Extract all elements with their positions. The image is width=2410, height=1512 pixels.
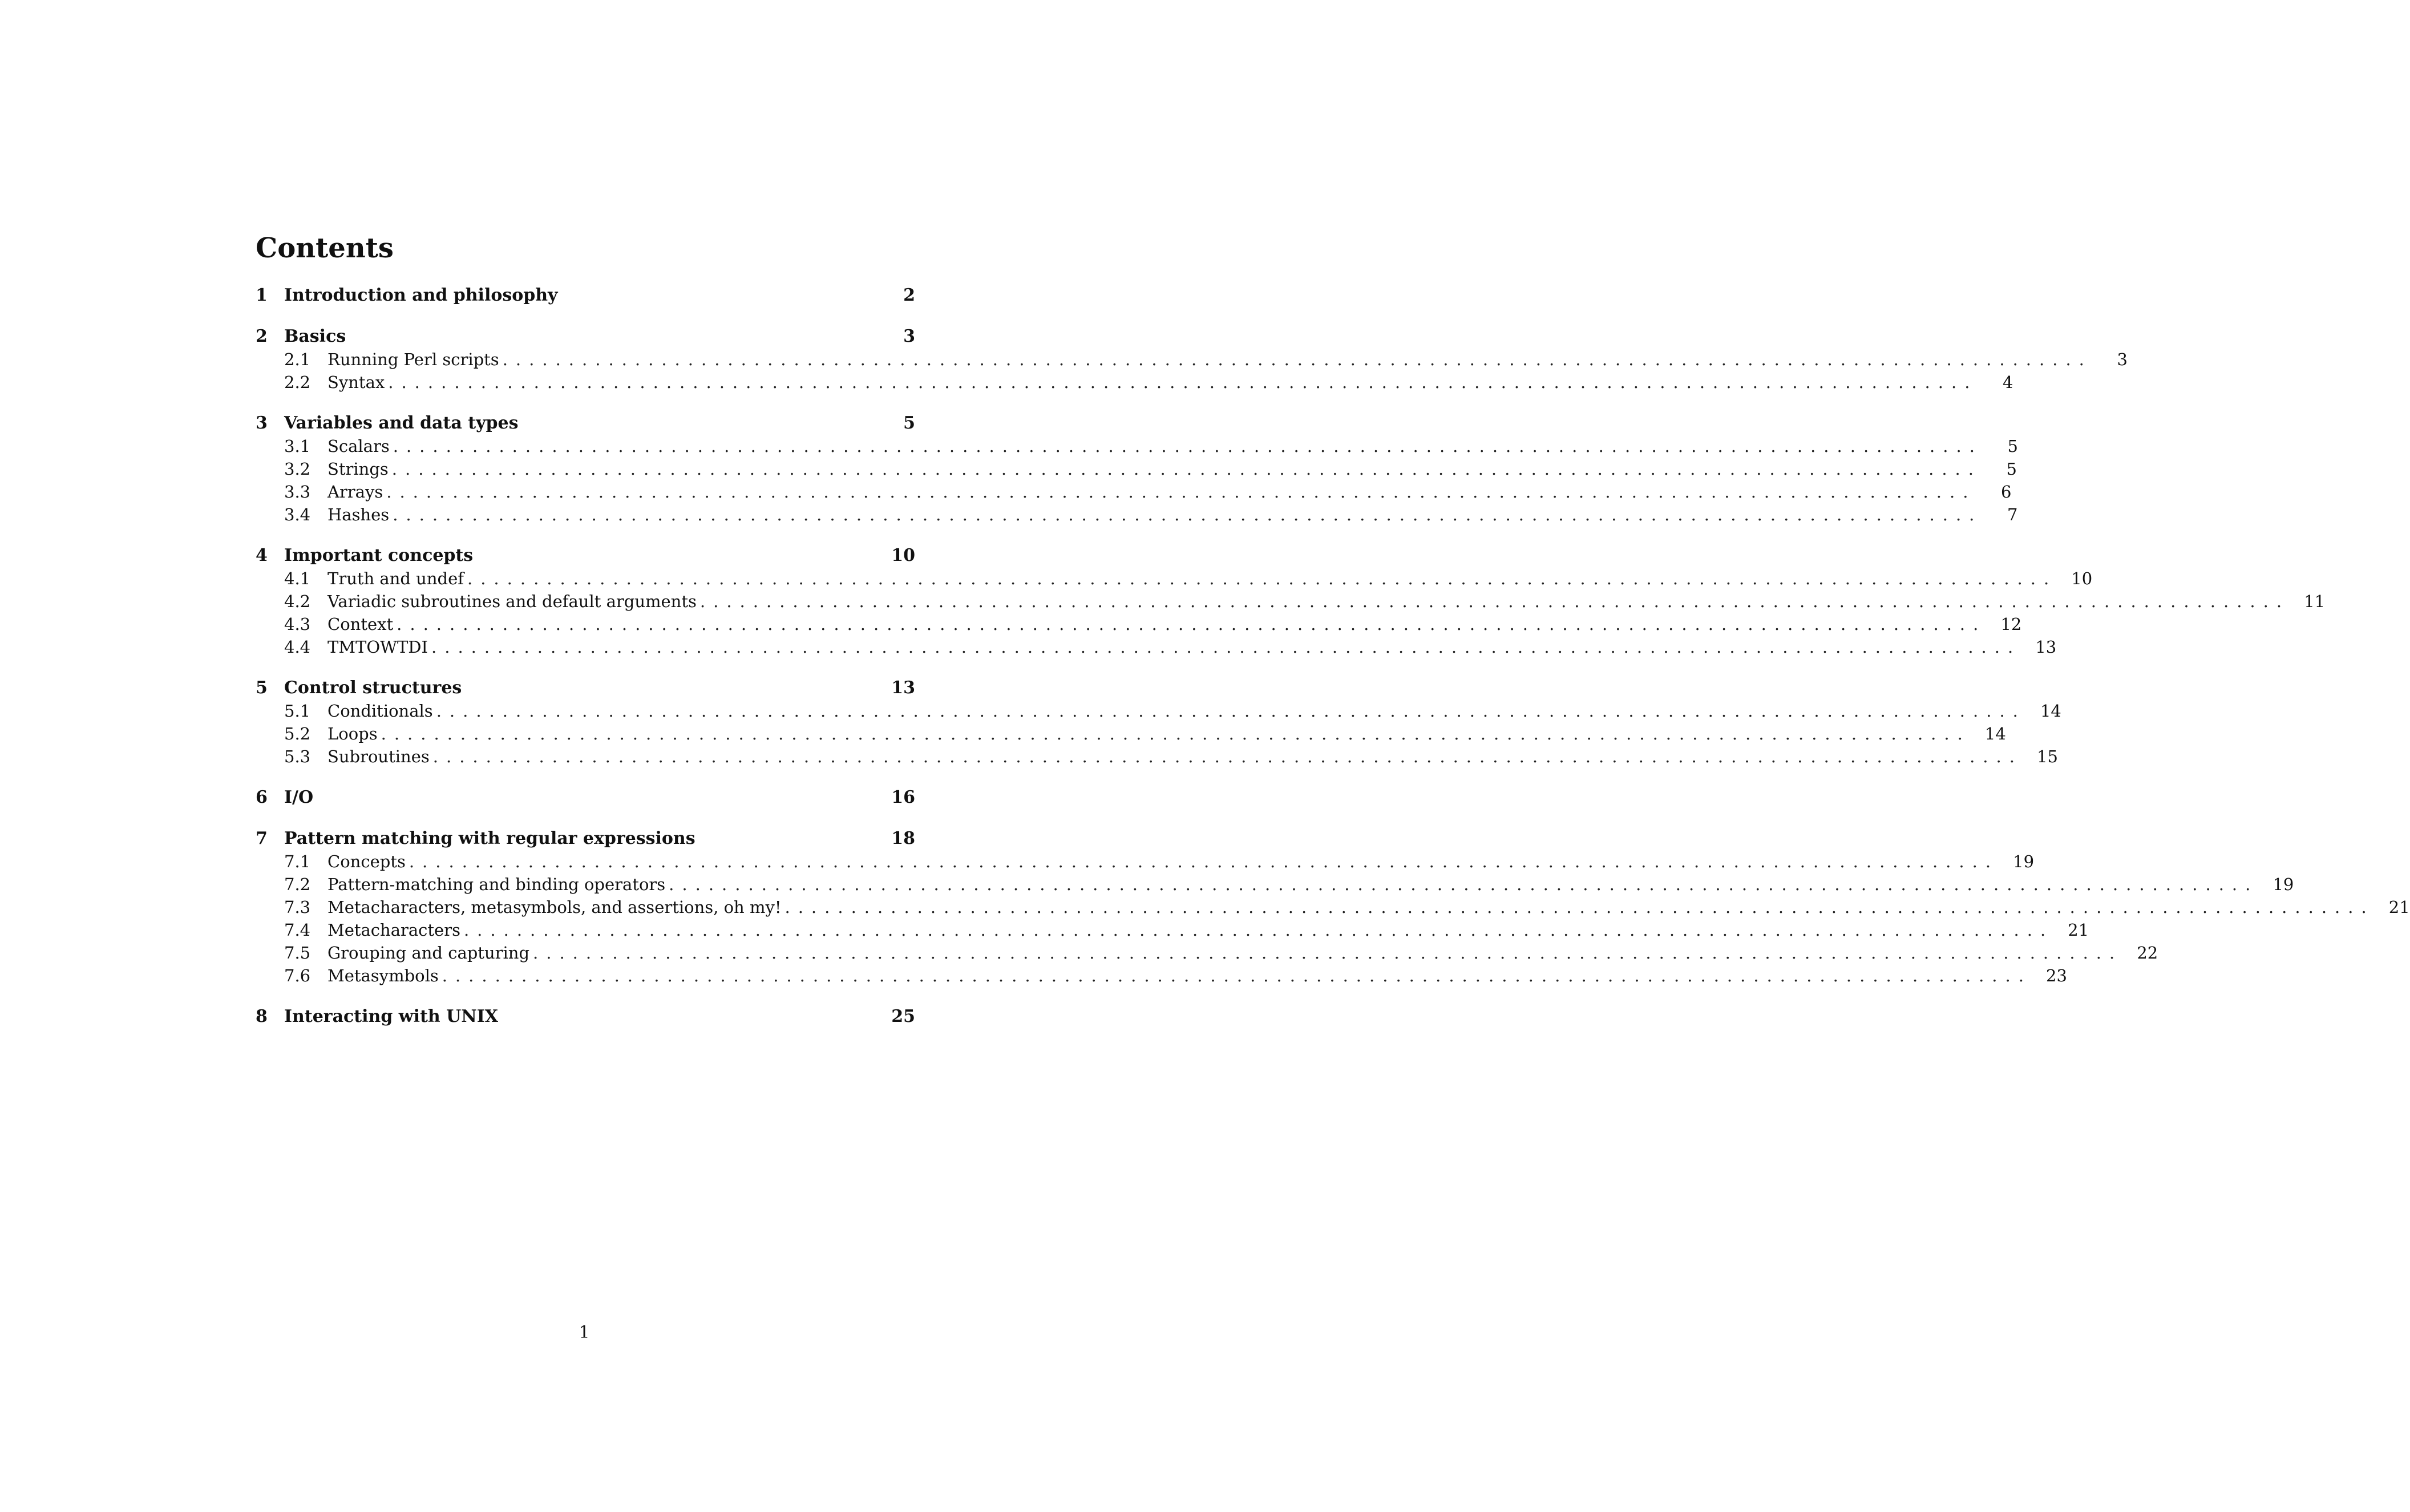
subsection-number: 7.4 xyxy=(284,920,311,940)
subsection-page-number: 14 xyxy=(1984,724,2006,743)
dot-leader: ........................................................................................................................ xyxy=(397,614,1987,634)
section-number: 6 xyxy=(256,787,268,807)
dot-leader: ........................................................................................................................ xyxy=(785,898,2375,917)
toc-subsection-entry[interactable] xyxy=(256,458,2017,480)
dot-leader: ........................................................................................................................ xyxy=(393,436,1983,456)
toc-subsection-entry[interactable] xyxy=(256,567,2093,590)
table-of-contents xyxy=(256,228,2410,1046)
toc-section xyxy=(256,786,915,809)
section-page-number: 5 xyxy=(903,413,915,433)
toc-section-list xyxy=(256,284,2410,1028)
section-title: Control structures xyxy=(284,678,462,698)
toc-subsection-entry[interactable] xyxy=(256,700,2061,722)
section-page-number: 13 xyxy=(891,678,915,698)
section-page-number: 25 xyxy=(891,1006,915,1026)
subsection-list xyxy=(256,700,2061,768)
toc-section xyxy=(256,325,2128,394)
subsection-number: 4.2 xyxy=(284,592,311,611)
toc-section-heading[interactable] xyxy=(256,544,915,567)
toc-section xyxy=(256,677,2061,768)
subsection-title: Hashes xyxy=(327,505,390,524)
dot-leader: ........................................................................................................................ xyxy=(467,569,2057,588)
subsection-number: 7.3 xyxy=(284,898,311,917)
dot-leader: ........................................................................................................................ xyxy=(386,482,1976,502)
section-page-number: 10 xyxy=(891,545,915,565)
subsection-number: 7.2 xyxy=(284,875,311,894)
toc-subsection-entry[interactable] xyxy=(256,919,2089,941)
toc-subsection-entry[interactable] xyxy=(256,722,2006,745)
subsection-list xyxy=(256,567,2326,658)
toc-subsection-entry[interactable] xyxy=(256,896,2410,919)
toc-subsection-entry[interactable] xyxy=(256,873,2294,896)
page-number: 1 xyxy=(579,1323,590,1343)
section-title: Introduction and philosophy xyxy=(284,285,558,305)
toc-subsection-entry[interactable] xyxy=(256,613,2022,636)
subsection-page-number: 5 xyxy=(2006,459,2017,479)
section-page-number: 16 xyxy=(891,787,915,807)
section-number: 7 xyxy=(256,828,268,848)
section-number: 3 xyxy=(256,413,268,433)
toc-section xyxy=(256,284,915,307)
subsection-title: Subroutines xyxy=(327,747,430,766)
subsection-page-number: 11 xyxy=(2304,592,2326,611)
section-number: 2 xyxy=(256,326,268,346)
subsection-number: 4.3 xyxy=(284,614,311,634)
dot-leader: ........................................................................................................................ xyxy=(442,966,2032,985)
toc-section-heading[interactable] xyxy=(256,677,915,700)
toc-section xyxy=(256,827,2410,987)
subsection-page-number: 22 xyxy=(2137,943,2158,963)
subsection-title: Metasymbols xyxy=(327,966,439,985)
section-page-number: 3 xyxy=(903,326,915,346)
subsection-title: Loops xyxy=(327,724,378,743)
toc-subsection-entry[interactable] xyxy=(256,850,2035,873)
subsection-title: Syntax xyxy=(327,373,385,392)
subsection-number: 7.5 xyxy=(284,943,311,963)
subsection-page-number: 6 xyxy=(2000,482,2012,502)
section-number: 5 xyxy=(256,678,268,698)
section-page-number: 18 xyxy=(891,828,915,848)
subsection-page-number: 23 xyxy=(2046,966,2067,985)
subsection-page-number: 15 xyxy=(2037,747,2058,766)
subsection-page-number: 14 xyxy=(2040,701,2061,721)
dot-leader: ........................................................................................................................ xyxy=(393,505,1983,524)
toc-subsection-entry[interactable] xyxy=(256,480,2012,503)
subsection-number: 3.1 xyxy=(284,436,311,456)
dot-leader: ........................................................................................................................ xyxy=(699,592,2290,611)
toc-section xyxy=(256,412,2018,526)
subsection-title: Variadic subroutines and default arguments xyxy=(327,592,697,611)
subsection-list xyxy=(256,348,2128,394)
dot-leader: ........................................................................................................................ xyxy=(391,459,1982,479)
section-page-number: 2 xyxy=(903,285,915,305)
subsection-page-number: 21 xyxy=(2388,898,2410,917)
toc-subsection-entry[interactable] xyxy=(256,636,2057,658)
subsection-page-number: 5 xyxy=(2007,436,2018,456)
subsection-number: 2.2 xyxy=(284,373,311,392)
toc-subsection-entry[interactable] xyxy=(256,348,2128,371)
subsection-page-number: 7 xyxy=(2007,505,2018,524)
subsection-page-number: 10 xyxy=(2071,569,2093,588)
subsection-number: 5.1 xyxy=(284,701,311,721)
toc-subsection-entry[interactable] xyxy=(256,435,2018,458)
toc-section-heading[interactable] xyxy=(256,412,915,435)
toc-subsection-entry[interactable] xyxy=(256,590,2326,613)
subsection-number: 7.1 xyxy=(284,852,311,871)
subsection-number: 2.1 xyxy=(284,350,311,369)
subsection-title: Strings xyxy=(327,459,389,479)
dot-leader: ........................................................................................................................ xyxy=(431,637,2021,657)
subsection-list xyxy=(256,850,2410,987)
section-number: 8 xyxy=(256,1006,268,1026)
subsection-title: Truth and undef xyxy=(327,569,464,588)
toc-section-heading[interactable] xyxy=(256,325,915,348)
dot-leader: ........................................................................................................................ xyxy=(381,724,1971,743)
toc-section-heading[interactable] xyxy=(256,827,915,850)
section-title: Pattern matching with regular expressions xyxy=(284,828,695,848)
subsection-number: 5.2 xyxy=(284,724,311,743)
subsection-title: Running Perl scripts xyxy=(327,350,499,369)
toc-section xyxy=(256,1005,915,1028)
subsection-page-number: 4 xyxy=(2002,373,2013,392)
dot-leader: ........................................................................................................................ xyxy=(432,747,2023,766)
toc-subsection-entry[interactable] xyxy=(256,964,2067,987)
toc-section-heading[interactable] xyxy=(256,786,915,809)
toc-title: Contents xyxy=(256,232,394,264)
subsection-number: 3.4 xyxy=(284,505,311,524)
subsection-title: Conditionals xyxy=(327,701,433,721)
subsection-page-number: 3 xyxy=(2117,350,2128,369)
section-title: Variables and data types xyxy=(284,413,519,433)
dot-leader: ........................................................................................................................ xyxy=(502,350,2092,369)
dot-leader: ........................................................................................................................ xyxy=(436,701,2026,721)
section-title: I/O xyxy=(284,787,314,807)
subsection-title: Arrays xyxy=(327,482,383,502)
toc-subsection-entry[interactable] xyxy=(256,371,2013,394)
section-title: Basics xyxy=(284,326,346,346)
dot-leader: ........................................................................................................................ xyxy=(533,943,2123,963)
subsection-page-number: 21 xyxy=(2068,920,2089,940)
section-title: Important concepts xyxy=(284,545,474,565)
subsection-title: Metacharacters, metasymbols, and assertions, oh my! xyxy=(327,898,782,917)
toc-section xyxy=(256,544,2326,658)
subsection-title: Context xyxy=(327,614,394,634)
subsection-number: 5.3 xyxy=(284,747,311,766)
toc-section-heading[interactable] xyxy=(256,284,915,307)
section-number: 1 xyxy=(256,285,268,305)
section-number: 4 xyxy=(256,545,268,565)
subsection-page-number: 13 xyxy=(2035,637,2057,657)
subsection-title: Concepts xyxy=(327,852,406,871)
subsection-number: 4.1 xyxy=(284,569,311,588)
toc-subsection-entry[interactable] xyxy=(256,503,2018,526)
toc-section-heading[interactable] xyxy=(256,1005,915,1028)
subsection-page-number: 19 xyxy=(2013,852,2035,871)
dot-leader: ........................................................................................................................ xyxy=(409,852,1999,871)
dot-leader: ........................................................................................................................ xyxy=(463,920,2054,940)
dot-leader: ........................................................................................................................ xyxy=(388,373,1978,392)
subsection-title: Pattern-matching and binding operators xyxy=(327,875,666,894)
subsection-list xyxy=(256,435,2018,526)
section-title: Interacting with UNIX xyxy=(284,1006,499,1026)
subsection-number: 4.4 xyxy=(284,637,311,657)
subsection-title: Metacharacters xyxy=(327,920,460,940)
subsection-number: 3.3 xyxy=(284,482,311,502)
subsection-number: 7.6 xyxy=(284,966,311,985)
toc-subsection-entry[interactable] xyxy=(256,941,2158,964)
subsection-number: 3.2 xyxy=(284,459,311,479)
toc-subsection-entry[interactable] xyxy=(256,745,2058,768)
subsection-title: Grouping and capturing xyxy=(327,943,530,963)
subsection-page-number: 12 xyxy=(2000,614,2022,634)
dot-leader: ........................................................................................................................ xyxy=(669,875,2259,894)
subsection-title: Scalars xyxy=(327,436,390,456)
subsection-title: TMTOWTDI xyxy=(327,637,428,657)
subsection-page-number: 19 xyxy=(2272,875,2294,894)
